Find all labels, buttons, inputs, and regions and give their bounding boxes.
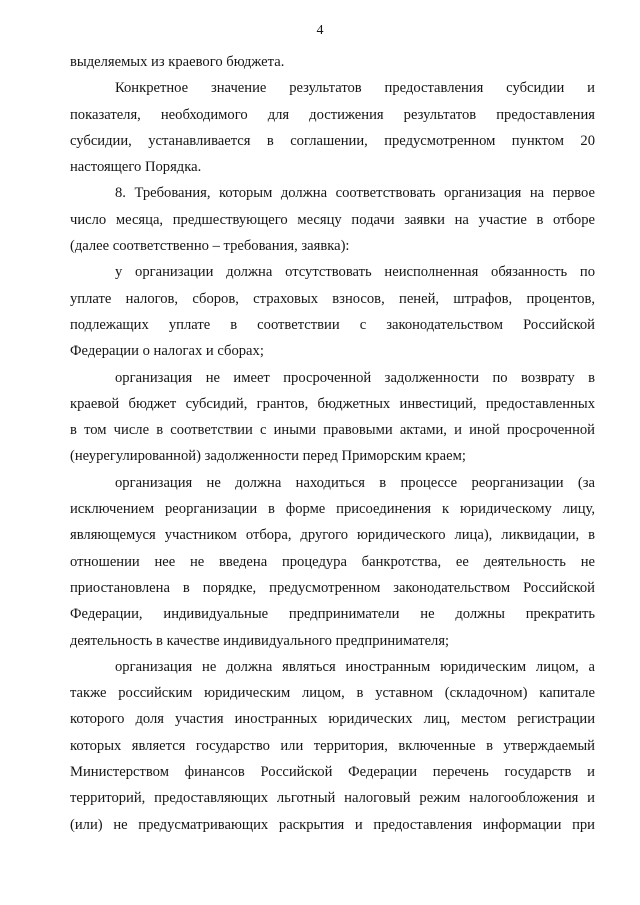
text-line: выделяемых из краевого бюджета. <box>70 54 285 70</box>
text-line: краевой бюджет субсидий, грантов, бюджетных инвестиций, предоставленных <box>70 395 595 412</box>
text-line: уплате налогов, сборов, страховых взносов, пеней, штрафов, процентов, <box>70 290 595 307</box>
text-line: субсидии, устанавливается в соглашении, предусмотренном пунктом 20 <box>70 132 595 149</box>
text-line: которых является государство или территория, включенные в утверждаемый <box>70 737 595 754</box>
text-line: которого доля участия иностранных юридических лиц, местом регистрации <box>70 711 595 728</box>
text-line: Конкретное значение результатов предоставления субсидии и <box>115 80 595 97</box>
text-line: организация не имеет просроченной задолженности по возврату в <box>115 369 595 386</box>
document-body <box>70 49 595 838</box>
text-line: в том числе в соответствии с иными правовыми актами, и иной просроченной <box>70 422 595 439</box>
text-line: 8. Требования, которым должна соответствовать организация на первое <box>115 185 595 202</box>
text-line: настоящего Порядка. <box>70 159 202 176</box>
text-line: территорий, предоставляющих льготный налоговый режим налогообложения и <box>70 790 595 807</box>
text-line: являющемуся участником отбора, другого юридического лица), ликвидации, в <box>70 527 595 544</box>
text-line: Министерством финансов Российской Федерации перечень государств и <box>70 764 595 781</box>
text-line: число месяца, предшествующего месяцу подачи заявки на участие в отборе <box>70 211 595 228</box>
text-line: (далее соответственно – требования, заявка): <box>70 238 350 255</box>
text-line: у организации должна отсутствовать неисполненная обязанность по <box>115 264 595 281</box>
text-line: Федерации о налогах и сборах; <box>70 343 264 360</box>
text-line: показателя, необходимого для достижения результатов предоставления <box>70 106 595 123</box>
text-line: (или) не предусматривающих раскрытия и предоставления информации при <box>70 816 595 833</box>
text-line: организация не должна являться иностранным юридическим лицом, а <box>115 658 595 675</box>
text-line: также российским юридическим лицом, в уставном (складочном) капитале <box>70 685 595 702</box>
text-line: деятельность в качестве индивидуального предпринимателя; <box>70 632 450 649</box>
text-line: отношении нее не введена процедура банкротства, ее деятельность не <box>70 553 595 570</box>
text-line: исключением реорганизации в форме присоединения к юридическому лицу, <box>70 501 595 518</box>
page-number: 4 <box>316 23 324 38</box>
text-line: Федерации, индивидуальные предприниматели не должны прекратить <box>70 606 595 623</box>
text-line: организация не должна находиться в процессе реорганизации (за <box>115 474 595 491</box>
text-line: приостановлена в порядке, предусмотренном законодательством Российской <box>70 579 595 596</box>
text-line: подлежащих уплате в соответствии с законодательством Российской <box>70 316 595 333</box>
text-line: (неурегулированной) задолженности перед Приморским краем; <box>70 448 466 465</box>
